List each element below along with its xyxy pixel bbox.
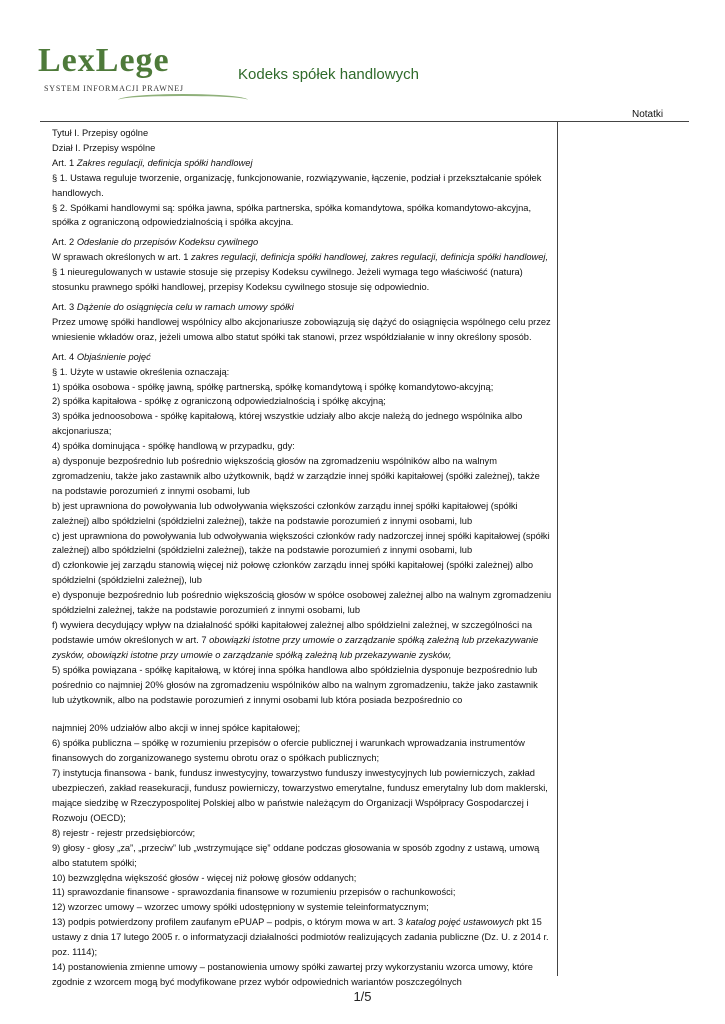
document-body	[52, 126, 552, 990]
list-item: 9) głosy - głosy „za”, „przeciw” lub „wstrzymujące się” oddane podczas głosowania w sposób zgodny z ustawą, umową albo statutem spółki;	[52, 842, 540, 868]
list-item: 6) spółka publiczna – spółkę w rozumieniu przepisów o ofercie publicznej i warunkach wprowadzania instrumentów finansowych do zorganizowanego systemu obrotu oraz o spółkach publicznych;	[52, 738, 525, 764]
list-item: § 1. Użyte w ustawie określenia oznaczają:	[52, 366, 230, 377]
paragraph	[52, 250, 552, 295]
article-heading	[52, 156, 552, 171]
lexlege-logo	[38, 42, 208, 102]
paragraph: § 2. Spółkami handlowymi są: spółka jawna, spółka partnerska, spółka komandytowa, spółka komandytowo-akcyjna, spółka z ograniczoną odpowiedzialnością i spółka akcyjna.	[52, 202, 532, 228]
logo-swoosh-icon	[118, 94, 248, 106]
notes-column-divider	[557, 121, 558, 976]
paragraph: § 1. Ustawa reguluje tworzenie, organizację, funkcjonowanie, rozwiązywanie, łączenie, podział i przekształcanie spółek handlowych.	[52, 172, 542, 198]
list-item: 2) spółka kapitałowa - spółkę z ograniczoną odpowiedzialnością i spółkę akcyjną;	[52, 396, 386, 407]
list-item: 7) instytucja finansowa - bank, fundusz inwestycyjny, towarzystwo funduszy inwestycyjnych lub powierniczych, zakład ubezpieczeń, zakład reasekuracji, fundusz powierniczy, towarzystwo emerytalne, fundusz emerytalny lub dom maklerski, mające siedzibę w Rzeczypospolitej Polskiej albo w państwie należącym do Organizacji Współpracy Gospodarczej i Rozwoju (OECD);	[52, 768, 548, 823]
notes-column-label: Notatki	[632, 109, 664, 120]
paragraph-text: § 1 nieuregulowanych w ustawie stosuje się przepisy Kodeksu cywilnego. Jeżeli wymaga tego właściwość (natura) stosunku prawnego spółki handlowej, przepisy Kodeksu cywilnego stosuje się odpowiednio.	[52, 267, 523, 293]
article-number: Art. 4	[52, 351, 75, 362]
list-item: 14) postanowienia zmienne umowy – postanowienia umowy spółki zawartej przy wykorzystaniu wzorca umowy, które zgodnie z wzorcem mogą być modyfikowane przez wybór odpowiednich wariantów poszczególnych	[52, 961, 533, 987]
document-title: Kodeks spółek handlowych	[238, 66, 419, 83]
article-number: Art. 1	[52, 157, 75, 168]
article-heading	[52, 300, 552, 315]
list-item	[52, 618, 552, 663]
list-item: 5) spółka powiązana - spółkę kapitałową, w której inna spółka handlowa albo spółdzielnia dysponuje bezpośrednio lub pośrednio co najmniej 20% głosów na zgromadzeniu wspólników albo na walnym zgromadzeniu, także jako zastawnik lub użytkownik, albo na podstawie porozumień z innymi osobami lub która posiada bezpośrednio co	[52, 664, 538, 705]
paragraph: Przez umowę spółki handlowej wspólnicy albo akcjonariusze zobowiązują się dążyć do osiągnięcia wspólnego celu przez wniesienie wkładów oraz, jeżeli umowa albo statut spółki tak stanowi, przez współdziałanie w inny określony sposób.	[52, 316, 551, 342]
list-item: d) członkowie jej zarządu stanowią więcej niż połowę członków zarządu innej spółki kapitałowej (spółki zależnej) albo spółdzielni (spółdzielni zależnej), lub	[52, 560, 534, 586]
article-title: Zakres regulacji, definicja spółki handlowej	[76, 157, 253, 168]
paragraph-text: 13) podpis potwierdzony profilem zaufanym ePUAP – podpis, o którym mowa w art. 3	[52, 917, 404, 928]
logo-wordmark: LexLege	[38, 42, 170, 79]
logo-subtitle: SYSTEM INFORMACJI PRAWNEJ	[44, 84, 184, 93]
article-number: Art. 3	[52, 301, 75, 312]
cross-reference-link[interactable]: katalog pojęć ustawowych	[405, 917, 514, 928]
list-item: 11) sprawozdanie finansowe - sprawozdania finansowe w rozumieniu przepisów o rachunkowości;	[52, 887, 456, 898]
article-title: Dążenie do osiągnięcia celu w ramach umowy spółki	[76, 301, 294, 312]
page-number: 1/5	[353, 989, 372, 1004]
page-header	[0, 0, 725, 110]
list-item: a) dysponuje bezpośrednio lub pośrednio większością głosów na zgromadzeniu wspólników albo na walnym zgromadzeniu, także jako zastawnik albo użytkownik, bądź w zarządzie innej spółki kapitałowej (spółki zależnej), także na podstawie porozumień z innymi osobami, lub	[52, 456, 540, 496]
article-heading	[52, 235, 552, 250]
list-item: 3) spółka jednoosobowa - spółkę kapitałową, której wszystkie udziały albo akcje należą do jednego wspólnika albo akcjonariusza;	[52, 411, 523, 437]
header-divider	[40, 121, 689, 122]
list-item: 12) wzorzec umowy – wzorzec umowy spółki udostępniony w systemie teleinformatycznym;	[52, 902, 429, 913]
article-number: Art. 2	[52, 237, 75, 248]
paragraph-text: f) wywiera decydujący wpływ na działalność spółki kapitałowej zależnej albo spółdzielni zależnej, w szczególności na podstawie umów określonych w art. 7	[52, 620, 533, 645]
paragraph-text: W sprawach określonych w art. 1	[52, 252, 189, 263]
list-item: e) dysponuje bezpośrednio lub pośrednio większością głosów w spółce osobowej zależnej albo na walnym zgromadzeniu spółdzielni zależnej, także na podstawie porozumień z innymi osobami, lub	[52, 590, 552, 616]
cross-reference-link[interactable]: obowiązki istotne przy umowie o zarządzanie spółką zależną lub przekazywanie zysków, obowiązki istotne przy umowie o zarządzanie spółką zależną lub przekazywanie zysków,	[52, 634, 539, 660]
paragraph-text: pkt 15 ustawy z dnia 17 lutego 2005 r. o informatyzacji działalności podmiotów realizujących zadania publiczne (Dz. U. z 2014 r. poz. 1114);	[52, 917, 549, 958]
list-item: c) jest uprawniona do powoływania lub odwoływania większości członków rady nadzorczej innej spółki kapitałowej (spółki zależnej) albo spółdzielni (spółdzielni zależnej), także na podstawie porozumień z innymi osobami, lub	[52, 530, 550, 556]
list-item: najmniej 20% udziałów albo akcji w innej spółce kapitałowej;	[52, 723, 301, 734]
article-heading	[52, 350, 552, 365]
title-heading: Tytuł I. Przepisy ogólne	[52, 128, 149, 138]
list-item: 8) rejestr - rejestr przedsiębiorców;	[52, 827, 196, 838]
article-title: Odesłanie do przepisów Kodeksu cywilnego	[76, 237, 259, 248]
list-item: 10) bezwzględna większość głosów - więcej niż połowę głosów oddanych;	[52, 872, 357, 883]
section-heading: Dział I. Przepisy wspólne	[52, 142, 156, 153]
list-item	[52, 915, 552, 960]
cross-reference-link[interactable]: zakres regulacji, definicja spółki handlowej, zakres regulacji, definicja spółki handlowej,	[191, 252, 549, 263]
list-item: 4) spółka dominująca - spółkę handlową w przypadku, gdy:	[52, 441, 295, 452]
list-item: 1) spółka osobowa - spółkę jawną, spółkę partnerską, spółkę komandytową i spółkę komandytowo-akcyjną;	[52, 381, 494, 392]
article-title: Objaśnienie pojęć	[76, 351, 151, 362]
list-item: b) jest uprawniona do powoływania lub odwoływania większości członków zarządu innej spółki kapitałowej (spółki zależnej) albo spółdzielni (spółdzielni zależnej), także na podstawie porozumień z innymi osobami, lub	[52, 500, 518, 526]
